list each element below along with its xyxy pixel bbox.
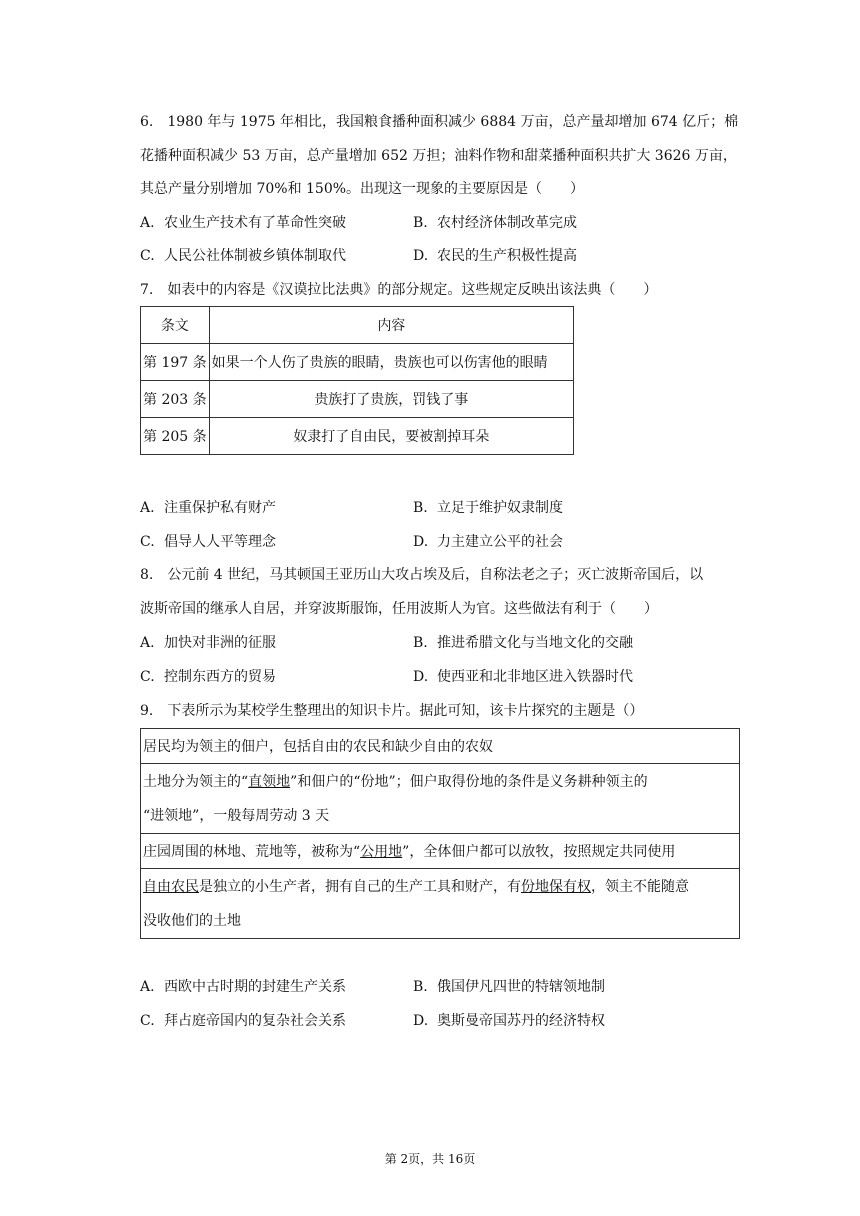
table-row (141, 418, 574, 455)
option-text: 农民的生产积极性提高 (437, 248, 577, 264)
table-cell-article: 第 197 条 (141, 344, 210, 381)
option-letter: D. (413, 1013, 429, 1029)
card-text: 没收他们的土地 (143, 912, 241, 929)
option-text: 倡导人人平等理念 (164, 534, 276, 550)
card-text: ”，全体佃户都可以放牧，按照规定共同使用 (402, 844, 676, 860)
option-text: 西欧中古时期的封建生产关系 (164, 979, 346, 995)
card-text: 是独立的小生产者，拥有自己的生产工具和财产，有 (199, 878, 521, 895)
card-row (141, 834, 740, 869)
underlined-term: 自由农民 (143, 878, 199, 895)
card-text: 庄园周围的林地、荒地等，被称为“ (143, 844, 361, 860)
option-letter: A. (140, 635, 155, 651)
option-text: 奥斯曼帝国苏丹的经济特权 (437, 1013, 605, 1029)
card-text: “进领地”，一般每周劳动 3 天 (143, 807, 330, 824)
q6-stem-line-1: 6. 1980 年与 1975 年相比，我国粮食播种面积减少 6884 万亩，总产量却增加 674 亿斤；棉 (140, 114, 739, 130)
card-row-3 (141, 834, 740, 869)
option-letter: C. (140, 248, 155, 264)
option-text: 俄国伊凡四世的特辖领地制 (437, 979, 605, 995)
card-row-4 (141, 869, 740, 939)
q7-stem: 7. 如表中的内容是《汉谟拉比法典》的部分规定。这些规定反映出该法典（ ） (140, 282, 658, 298)
q9-stem: 9. 下表所示为某校学生整理出的知识卡片。据此可知，该卡片探究的主题是（） (140, 703, 644, 719)
option-letter: A. (140, 979, 155, 995)
q9-option-a[interactable] (140, 977, 346, 997)
page-footer: 第 2页，共 16页 (384, 1152, 476, 1166)
option-letter: C. (140, 534, 155, 550)
underlined-term: 份地保有权 (521, 878, 591, 895)
q6-option-c[interactable] (140, 246, 346, 266)
q6-option-d[interactable] (413, 246, 577, 266)
underlined-term: 公用地 (360, 844, 403, 860)
card-row (141, 869, 740, 939)
q6-stem-line-3: 其总产量分别增加 70%和 150%。出现这一现象的主要原因是（ ） (140, 181, 585, 197)
card-row-2 (141, 764, 740, 834)
option-letter: C. (140, 669, 155, 685)
q7-option-c[interactable] (140, 532, 276, 552)
card-text: ，领主不能随意 (591, 878, 689, 895)
q9-option-c[interactable] (140, 1011, 346, 1031)
option-letter: B. (413, 500, 428, 516)
option-text: 力主建立公平的社会 (437, 534, 563, 550)
option-text: 人民公社体制被乡镇体制取代 (164, 248, 346, 264)
option-text: 拜占庭帝国内的复杂社会关系 (164, 1013, 346, 1029)
table-header-content: 内容 (209, 307, 573, 344)
card-row (141, 764, 740, 834)
q9-option-d[interactable] (413, 1011, 605, 1031)
option-letter: A. (140, 215, 155, 231)
q9-knowledge-card (140, 728, 740, 939)
option-letter: D. (413, 669, 429, 685)
option-letter: B. (413, 979, 428, 995)
option-text: 注重保护私有财产 (164, 500, 276, 516)
option-text: 农村经济体制改革完成 (437, 215, 577, 231)
option-letter: B. (413, 635, 428, 651)
option-text: 立足于维护奴隶制度 (437, 500, 563, 516)
q8-option-d[interactable] (413, 667, 633, 687)
card-text: ”和佃户的“份地”；佃户取得份地的条件是义务耕种领主的 (290, 773, 648, 790)
q6-option-a[interactable] (140, 213, 346, 233)
table-cell-article: 第 205 条 (141, 418, 210, 455)
q7-option-b[interactable] (413, 498, 563, 518)
table-cell-content: 如果一个人伤了贵族的眼睛，贵族也可以伤害他的眼睛 (209, 344, 573, 381)
q8-stem-line-2: 波斯帝国的继承人自居，并穿波斯服饰，任用波斯人为官。这些做法有利于（ ） (140, 601, 658, 617)
option-letter: C. (140, 1013, 155, 1029)
card-row (141, 729, 740, 764)
q8-option-a[interactable] (140, 633, 276, 653)
option-text: 推进希腊文化与当地文化的交融 (437, 635, 633, 651)
table-row (141, 344, 574, 381)
q6-option-b[interactable] (413, 213, 577, 233)
option-text: 控制东西方的贸易 (164, 669, 276, 685)
q9-option-b[interactable] (413, 977, 605, 997)
table-cell-content: 贵族打了贵族，罚钱了事 (209, 381, 573, 418)
option-letter: D. (413, 248, 429, 264)
option-text: 农业生产技术有了革命性突破 (164, 215, 346, 231)
option-letter: B. (413, 215, 428, 231)
option-text: 使西亚和北非地区进入铁器时代 (437, 669, 633, 685)
table-row (141, 381, 574, 418)
option-letter: A. (140, 500, 155, 516)
q8-option-b[interactable] (413, 633, 633, 653)
table-header-article: 条文 (141, 307, 210, 344)
table-cell-article: 第 203 条 (141, 381, 210, 418)
q7-option-a[interactable] (140, 498, 276, 518)
option-text: 加快对非洲的征服 (164, 635, 276, 651)
option-letter: D. (413, 534, 429, 550)
card-row-1: 居民均为领主的佃户，包括自由的农民和缺少自由的农奴 (141, 729, 740, 764)
q8-stem-line-1: 8. 公元前 4 世纪，马其顿国王亚历山大攻占埃及后，自称法老之子；灭亡波斯帝国后，以 (140, 567, 704, 583)
underlined-term: 直领地 (248, 773, 291, 790)
q8-option-c[interactable] (140, 667, 276, 687)
q7-option-d[interactable] (413, 532, 563, 552)
q7-law-table (140, 306, 574, 455)
q6-stem-line-2: 花播种面积减少 53 万亩，总产量增加 652 万担；油料作物和甜菜播种面积共扩大 3626 万亩， (140, 148, 737, 164)
card-text: 土地分为领主的“ (143, 773, 249, 790)
table-cell-content: 奴隶打了自由民，要被割掉耳朵 (209, 418, 573, 455)
